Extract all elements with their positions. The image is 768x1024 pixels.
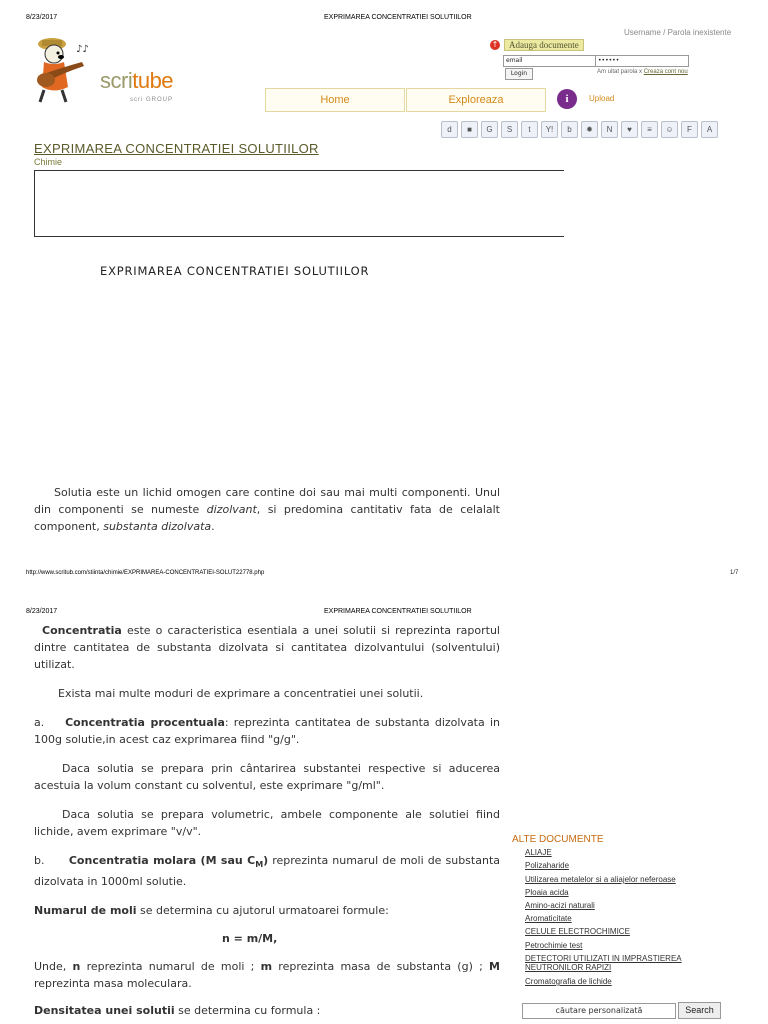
netvouz-icon[interactable]: ♥ (621, 121, 638, 138)
doc-link[interactable]: ALIAJE (525, 848, 552, 857)
moles-paragraph: Numarul de moli se determina cu ajutorul urmatoarei formule: (34, 904, 389, 917)
forgot-password-link[interactable]: Am uitat parola x (597, 69, 643, 75)
item-a: a. Concentratia procentuala: reprezinta cantitatea de substanta dizolvata in 100g solutie,in acest caz exprimarea fiind "g/g". (34, 716, 500, 746)
box-top-border (34, 170, 564, 171)
page-number: 1/7 (730, 570, 739, 576)
doc-link[interactable]: Ploaia acida (525, 888, 569, 897)
email-field[interactable]: email (503, 55, 597, 67)
logo-subtitle: scri GROUP (130, 97, 173, 103)
doc-link[interactable]: Petrochimie test (525, 941, 583, 950)
login-error-message: Username / Parola inexistente (624, 28, 732, 37)
upload-icon[interactable]: i (557, 89, 577, 109)
print-date-2: 8/23/2017 (26, 608, 58, 615)
create-account-link[interactable]: Creaza cont nou (643, 69, 688, 75)
account-links (597, 69, 688, 75)
footer-url: http://www.scritub.com/stiinta/chimie/EXPRIMAREA-CONCENTRATIEI-SOLUT22778.php (26, 570, 265, 576)
stumble-icon[interactable]: S (501, 121, 518, 138)
delicious-icon[interactable]: ■ (461, 121, 478, 138)
digg-icon[interactable]: d (441, 121, 458, 138)
doc-link[interactable]: CELULE ELECTROCHIMICE (525, 927, 630, 936)
search-button[interactable]: Search (678, 1002, 721, 1019)
paragraph-weighing: Daca solutia se prepara prin cântarirea substantei respective si aducerea acestuia la volum constant cu solventul, este exprimare "g/ml". (34, 762, 500, 792)
other-documents-heading: ALTE DOCUMENTE (512, 834, 604, 845)
share-icons-bar (441, 121, 718, 138)
print-date: 8/23/2017 (26, 14, 58, 21)
formula-moles: n = m/M, (222, 932, 278, 945)
density-paragraph: Densitatea unei solutii se determina cu formula : (34, 1004, 321, 1017)
upload-link[interactable]: Upload (589, 94, 615, 103)
doc-link[interactable]: Amino-acizi naturali (525, 901, 595, 910)
plus-icon: ↑ (491, 40, 499, 49)
newsvine-icon[interactable]: N (601, 121, 618, 138)
add-document-button[interactable] (490, 39, 584, 51)
spurl-icon[interactable]: A (701, 121, 718, 138)
guitar-dog-logo-icon (30, 32, 105, 106)
password-field[interactable]: •••••• (595, 55, 689, 67)
doc-link[interactable]: DETECTORI UTILIZATI IN IMPRASTIEREA NEUTRONILOR RAPIZI (525, 954, 682, 972)
formula-explanation: Unde, n reprezinta numarul de moli ; m reprezinta masa de substanta (g) ; M reprezinta masa moleculara. (34, 960, 500, 990)
nav-explore[interactable]: Exploreaza (406, 88, 546, 112)
document-heading: EXPRIMAREA CONCENTRATIEI SOLUTIILOR (100, 264, 370, 278)
concentration-definition: Concentratia este o caracteristica esentiala a unei solutii si reprezinta raportul dintre cantitatea de substanta dizolvata si cantitatea dizolvantului (solventului) utilizat. (34, 624, 500, 671)
facebook-icon[interactable]: F (681, 121, 698, 138)
add-document-label: Adauga documente (504, 39, 584, 51)
yahoo-icon[interactable]: Y! (541, 121, 558, 138)
article-title-link[interactable]: EXPRIMAREA CONCENTRATIEI SOLUTIILOR (34, 141, 319, 156)
print-header-title-2: EXPRIMAREA CONCENTRATIEI SOLUTIILOR (324, 608, 472, 615)
intro-paragraph: Solutia este un lichid omogen care contine doi sau mai multi componenti. Unul din componenti se numeste dizolvant, si predomina cantitativ fata de celalalt component, substanta dizolvata. (34, 486, 500, 533)
simpy-icon[interactable]: ≡ (641, 121, 658, 138)
item-b: b. Concentratia molara (M sau $C_M$) reprezinta numarul de moli de substanta dizolvata in 1000ml solutie. (34, 854, 500, 889)
paragraph-volumetric: Daca solutia se prepara volumetric, ambele componente ale solutiei fiind lichide, avem exprimare "v/v". (34, 808, 500, 838)
box-left-border (34, 171, 35, 236)
print-header-title: EXPRIMAREA CONCENTRATIEI SOLUTIILOR (324, 14, 472, 21)
expression-modes: Exista mai multe moduri de exprimare a concentratiei unei solutii. (58, 687, 424, 700)
technorati-icon[interactable]: t (521, 121, 538, 138)
article-category[interactable]: Chimie (34, 157, 63, 167)
furl-icon[interactable]: ✹ (581, 121, 598, 138)
blinklist-icon[interactable]: b (561, 121, 578, 138)
custom-search-input[interactable]: căutare personalizată (522, 1003, 676, 1019)
login-button[interactable]: Login (505, 68, 533, 80)
nav-home[interactable]: Home (265, 88, 405, 112)
logo-wordmark: scritube (100, 68, 174, 93)
doc-link[interactable]: Polizaharide (525, 861, 570, 870)
doc-link[interactable]: Utilizarea metalelor si a aliajelor neferoase (525, 875, 676, 884)
google-icon[interactable]: G (481, 121, 498, 138)
box-bottom-border (34, 236, 564, 237)
svg-text:♪♪: ♪♪ (76, 44, 89, 55)
doc-link[interactable]: Aromaticitate (525, 914, 572, 923)
reddit-icon[interactable]: ☺ (661, 121, 678, 138)
doc-link[interactable]: Cromatografia de lichide (525, 977, 612, 986)
